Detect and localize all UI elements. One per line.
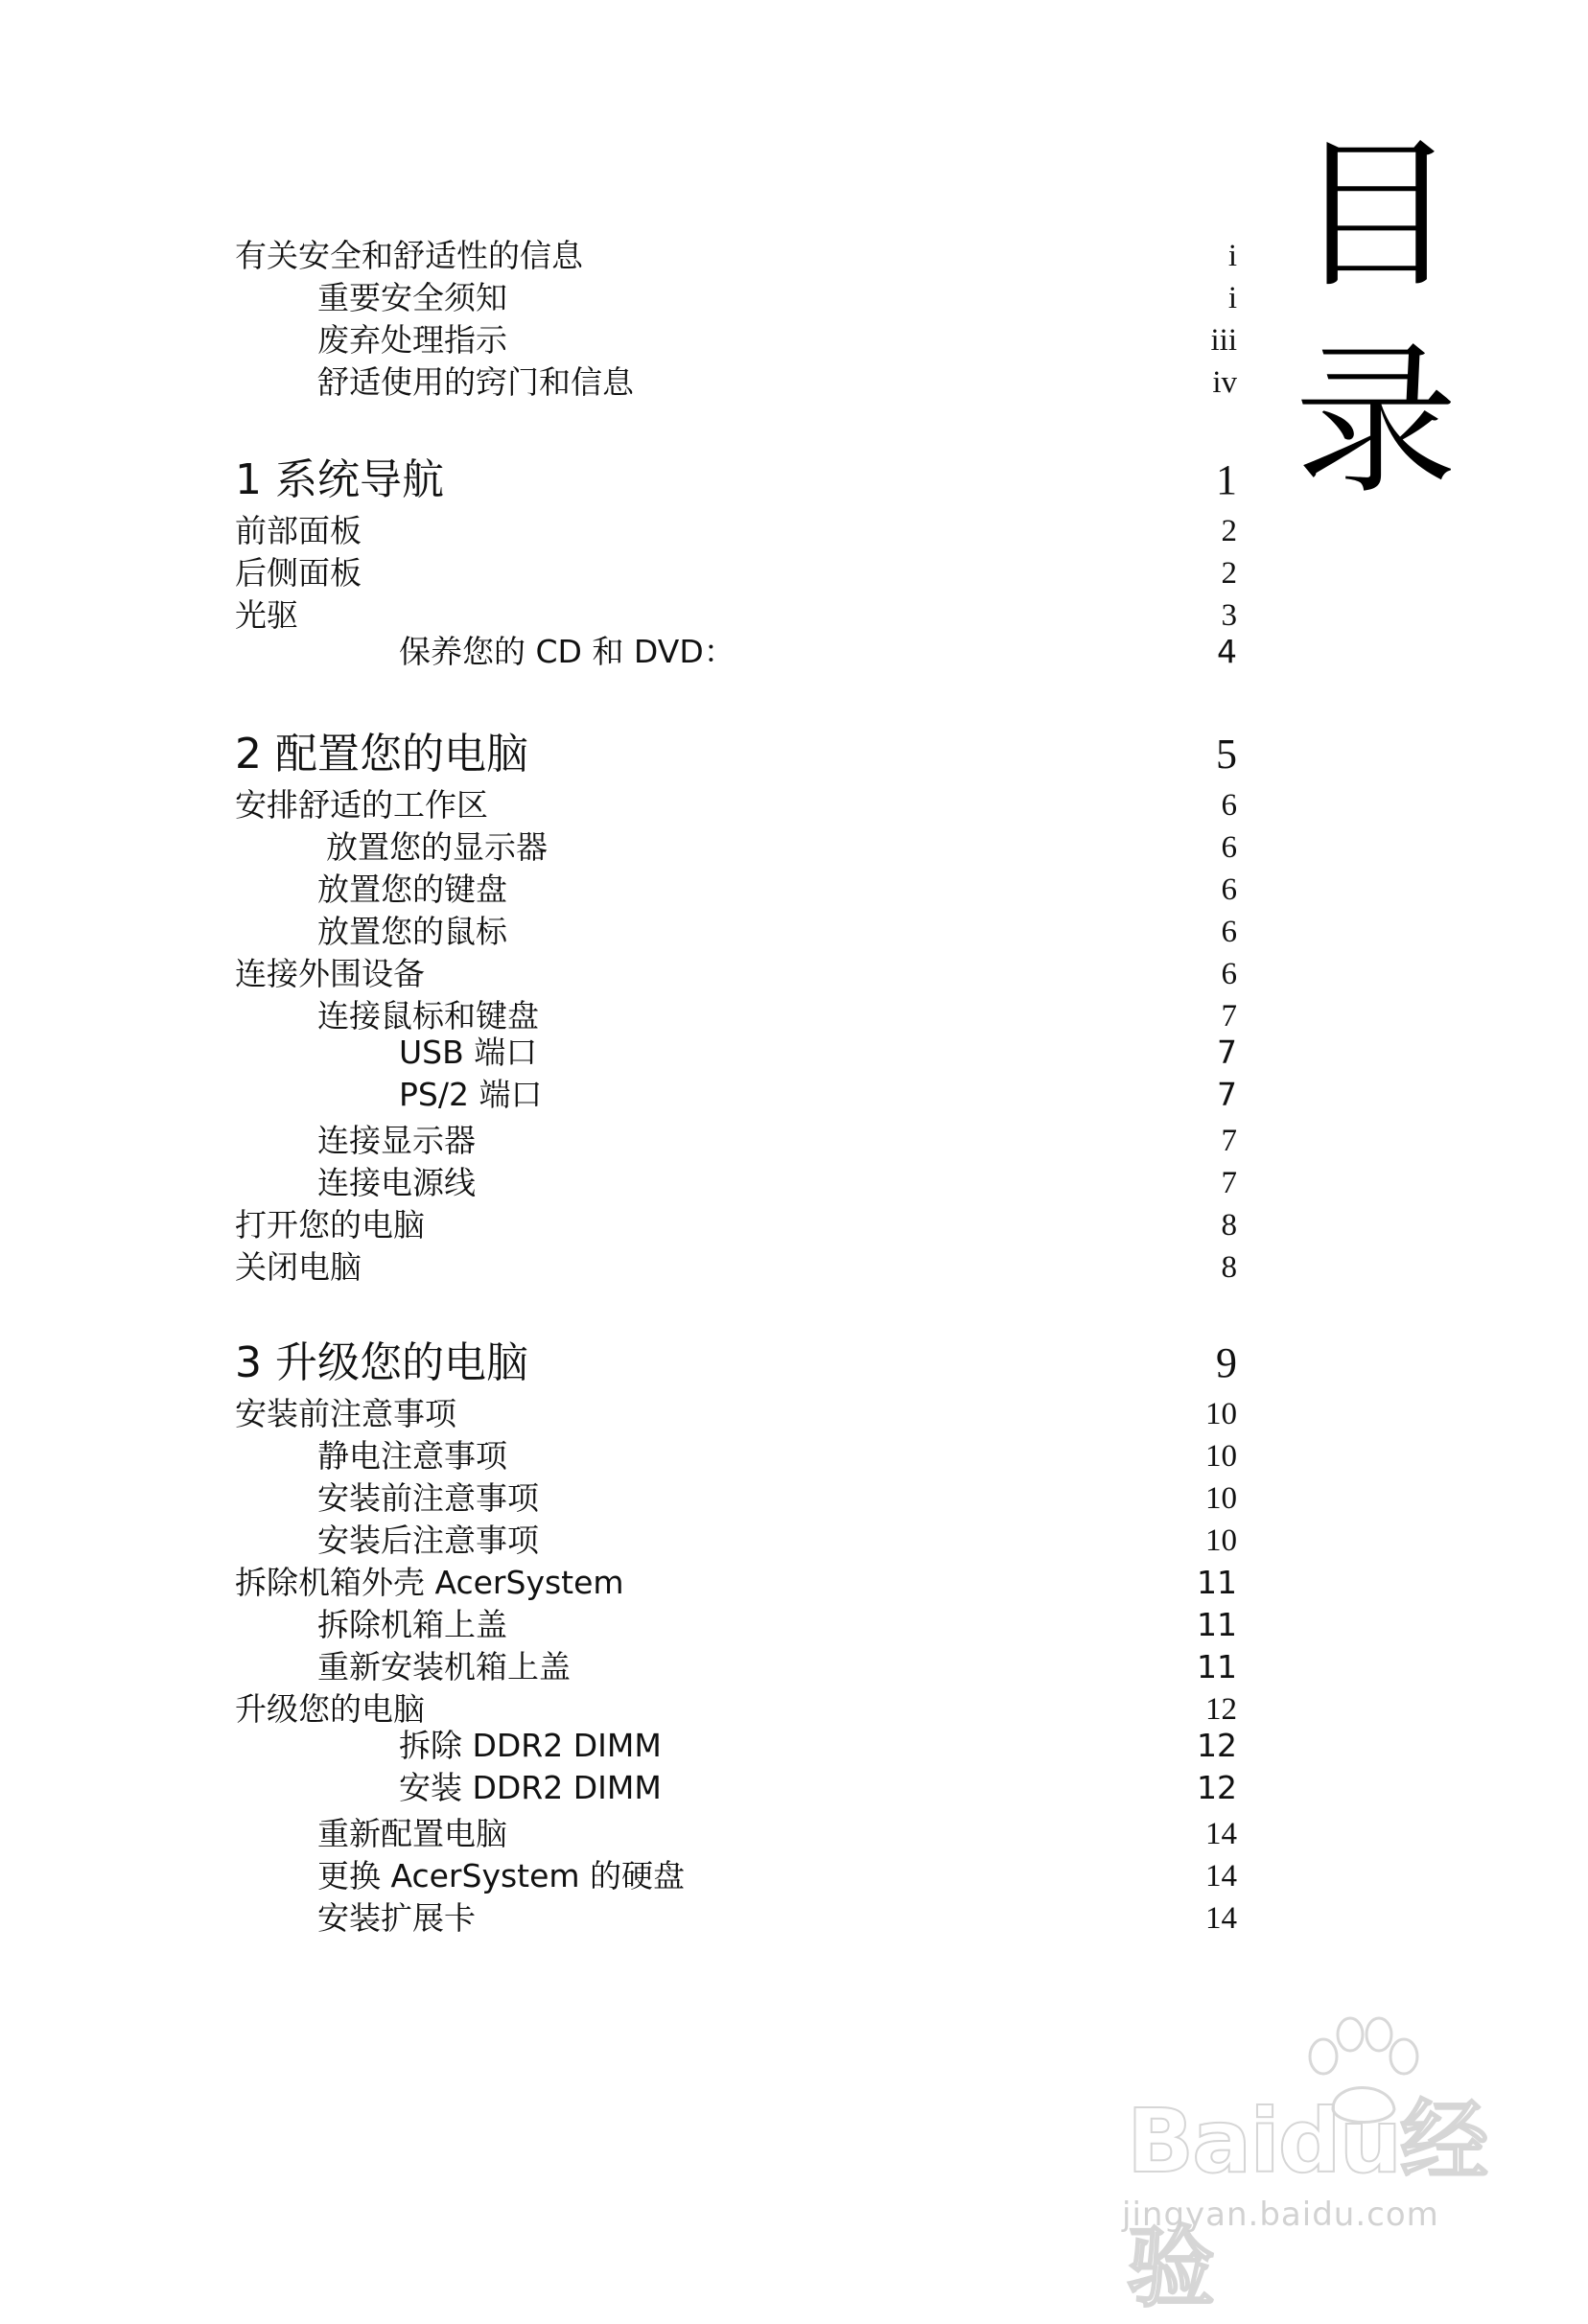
toc-entry[interactable] (0, 631, 1237, 673)
toc-entry[interactable] (0, 277, 1237, 319)
toc-entry-page-number: 7 (1217, 1076, 1237, 1113)
toc-chapter-entry[interactable] (0, 728, 1237, 781)
toc-entry-page-number: 7 (1221, 1166, 1237, 1200)
toc-chapter-entry[interactable] (0, 453, 1237, 507)
toc-entry-page-number: 6 (1221, 957, 1237, 991)
toc-entry[interactable] (0, 1393, 1237, 1435)
toc-entry-label: 安装前注意事项 (317, 1479, 539, 1517)
toc-entry-label: 安装 DDR2 DIMM (399, 1769, 662, 1806)
toc-entry-label: 重新安装机箱上盖 (317, 1648, 571, 1685)
toc-entry[interactable] (0, 1604, 1237, 1646)
toc-entry-page-number: 14 (1205, 1859, 1237, 1894)
toc-entry-page-number: 4 (1217, 633, 1237, 670)
toc-entry[interactable] (0, 361, 1237, 404)
toc-entry-label: 关闭电脑 (235, 1248, 362, 1286)
toc-entry-page-number: 10 (1205, 1481, 1237, 1516)
toc-entry[interactable] (0, 784, 1237, 826)
toc-entry[interactable] (0, 1767, 1237, 1809)
toc-entry[interactable] (0, 1120, 1237, 1162)
toc-entry-label: 放置您的鼠标 (317, 913, 507, 950)
toc-entry-label: 后侧面板 (235, 554, 362, 592)
toc-entry-page-number: 8 (1221, 1208, 1237, 1243)
toc-entry[interactable] (0, 235, 1237, 277)
toc-entry-label: 安装后注意事项 (317, 1522, 539, 1559)
toc-entry-label: 安排舒适的工作区 (235, 786, 488, 824)
toc-entry-page-number: 7 (1221, 999, 1237, 1034)
toc-entry-label: 废弃处理指示 (317, 321, 507, 359)
watermark-logo-text: Baidu经验 (1127, 2090, 1487, 2319)
toc-entry-page-number: 6 (1221, 830, 1237, 865)
toc-entry[interactable] (0, 1477, 1237, 1520)
toc-entry[interactable] (0, 826, 1237, 869)
toc-entry-label: 前部面板 (235, 512, 362, 549)
toc-entry[interactable] (0, 1435, 1237, 1477)
toc-entry-page-number: 6 (1221, 915, 1237, 949)
toc-entry[interactable] (0, 953, 1237, 995)
toc-entry-page-number: 12 (1197, 1727, 1237, 1764)
toc-entry-label: 安装扩展卡 (317, 1899, 476, 1937)
toc-entry-page-number: 11 (1197, 1648, 1237, 1685)
toc-entry-page-number: 10 (1205, 1439, 1237, 1474)
toc-entry[interactable] (0, 1204, 1237, 1246)
toc-title-char-1: 目 (1295, 121, 1459, 311)
toc-entry-label: 重要安全须知 (317, 279, 507, 316)
toc-entry[interactable] (0, 1520, 1237, 1562)
toc-entry[interactable] (0, 1646, 1237, 1688)
toc-title-char-2: 录 (1295, 327, 1459, 517)
toc-entry-label: 拆除 DDR2 DIMM (399, 1727, 662, 1764)
toc-entry-page-number: 11 (1197, 1606, 1237, 1643)
toc-entry-label: 3 升级您的电脑 (235, 1338, 528, 1387)
toc-entry-page-number: i (1227, 239, 1237, 273)
toc-entry-label: 静电注意事项 (317, 1437, 507, 1475)
toc-entry-page-number: 10 (1205, 1397, 1237, 1431)
toc-entry-label: 连接电源线 (317, 1164, 476, 1201)
toc-entry-label: 放置您的键盘 (317, 871, 507, 908)
toc-entry-page-number: i (1227, 281, 1237, 315)
toc-entry-label: 更换 AcerSystem 的硬盘 (317, 1857, 686, 1894)
toc-entry-page-number: 2 (1221, 514, 1237, 548)
toc-chapter-entry[interactable] (0, 1336, 1237, 1390)
toc-entry-page-number: 7 (1217, 1034, 1237, 1071)
toc-entry[interactable] (0, 1813, 1237, 1855)
toc-entry-page-number: 14 (1205, 1817, 1237, 1851)
toc-entry-label: 安装前注意事项 (235, 1395, 456, 1432)
toc-entry-page-number: 14 (1205, 1901, 1237, 1936)
toc-entry-page-number: 10 (1205, 1523, 1237, 1558)
toc-entry-page-number: 5 (1216, 731, 1237, 778)
toc-entry-page-number: 12 (1197, 1769, 1237, 1806)
toc-entry-page-number: 8 (1221, 1250, 1237, 1285)
toc-entry-page-number: 9 (1216, 1339, 1237, 1386)
toc-entry[interactable] (0, 1074, 1237, 1116)
toc-entry[interactable] (0, 1897, 1237, 1940)
toc-entry-label: 连接外围设备 (235, 955, 425, 992)
toc-entry-page-number: 11 (1197, 1564, 1237, 1601)
toc-entry-label: 打开您的电脑 (235, 1206, 425, 1243)
toc-entry-label: PS/2 端口 (399, 1076, 543, 1113)
toc-entry-page-number: 3 (1221, 598, 1237, 633)
toc-entry-page-number: iv (1212, 365, 1237, 400)
toc-entry-label: USB 端口 (399, 1034, 538, 1071)
toc-entry[interactable] (0, 319, 1237, 361)
toc-entry-page-number: 1 (1216, 456, 1237, 503)
toc-entry-label: 连接显示器 (317, 1122, 476, 1159)
baidu-jingyan-watermark (1103, 2013, 1506, 2319)
toc-entry[interactable] (0, 1562, 1237, 1604)
toc-entry-label: 舒适使用的窍门和信息 (317, 363, 634, 401)
toc-entry-label: 1 系统导航 (235, 455, 444, 504)
toc-entry-label: 2 配置您的电脑 (235, 730, 528, 779)
toc-entry[interactable] (0, 1162, 1237, 1204)
toc-entry-label: 光驱 (235, 596, 298, 634)
toc-entry-page-number: 12 (1205, 1692, 1237, 1727)
toc-entry-label: 连接鼠标和键盘 (317, 997, 539, 1034)
toc-entry[interactable] (0, 911, 1237, 953)
toc-entry[interactable] (0, 869, 1237, 911)
toc-entry-page-number: iii (1210, 323, 1237, 358)
toc-entry[interactable] (0, 1855, 1237, 1897)
toc-entry-label: 重新配置电脑 (317, 1815, 507, 1852)
toc-entry-page-number: 6 (1221, 788, 1237, 823)
toc-entry-page-number: 2 (1221, 556, 1237, 591)
toc-entry[interactable] (0, 1032, 1237, 1074)
watermark-url: jingyan.baidu.com (1122, 2196, 1439, 2234)
toc-entry[interactable] (0, 510, 1237, 552)
toc-entry-label: 保养您的 CD 和 DVD： (399, 633, 736, 670)
toc-entry-label: 拆除机箱上盖 (317, 1606, 507, 1643)
toc-entry[interactable] (0, 1725, 1237, 1767)
toc-entry-label: 升级您的电脑 (235, 1690, 425, 1728)
toc-entry[interactable] (0, 552, 1237, 594)
toc-entry-page-number: 6 (1221, 872, 1237, 907)
toc-entry[interactable] (0, 1246, 1237, 1289)
toc-entry-page-number: 7 (1221, 1124, 1237, 1158)
toc-entry-label: 有关安全和舒适性的信息 (235, 237, 583, 274)
toc-entry-label: 拆除机箱外壳 AcerSystem (235, 1564, 624, 1601)
toc-entry-label: 放置您的显示器 (326, 828, 548, 866)
